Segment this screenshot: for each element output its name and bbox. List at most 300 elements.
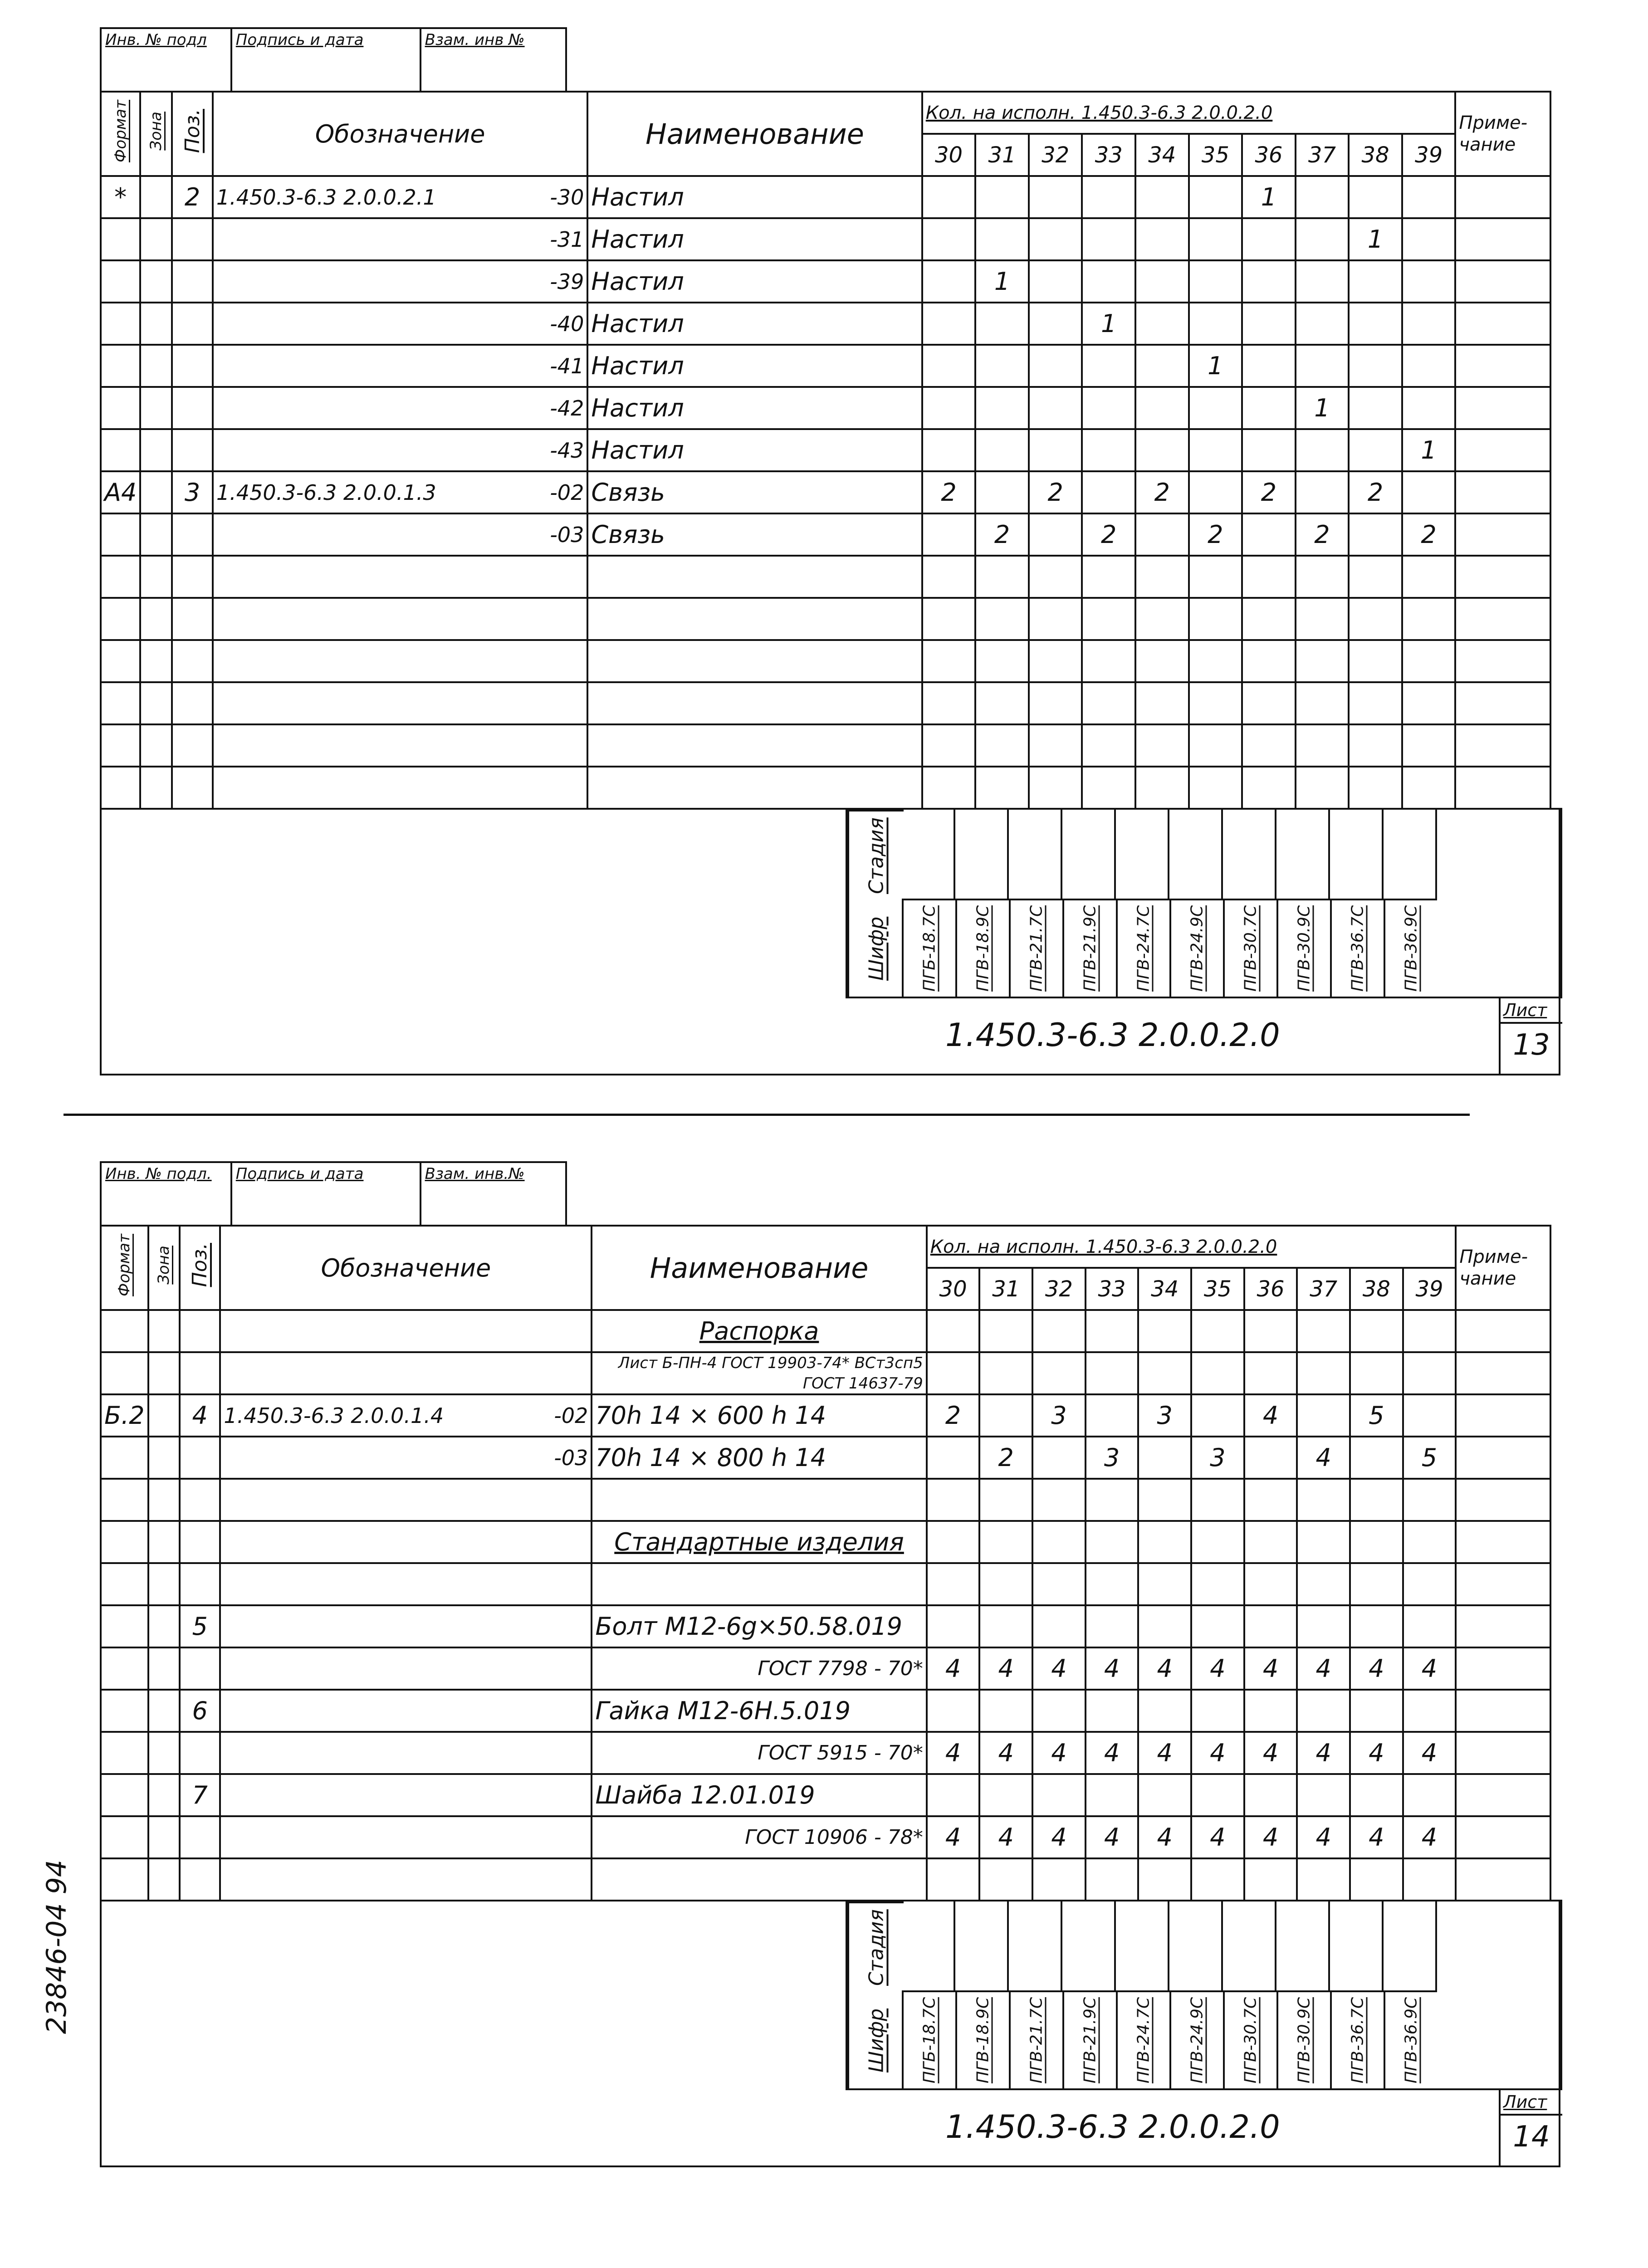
qty-cell: [922, 387, 976, 429]
qty-cell: [1349, 682, 1402, 724]
qty-cell: [1086, 1479, 1139, 1521]
oboznachenie-cell: [213, 176, 587, 218]
oboznachenie-cell: [220, 1521, 592, 1563]
qty-cell: 4: [1244, 1394, 1297, 1437]
qty-cell: [1032, 1563, 1086, 1605]
qty-cell: [1029, 640, 1082, 682]
col-format: Формат: [101, 92, 140, 176]
qty-cell: [927, 1310, 980, 1352]
variant-col: 36: [1244, 1268, 1297, 1310]
naimenovanie-cell: Болт М12-6g×50.58.019: [592, 1605, 926, 1647]
shifr-code: ПГВ-24.9С: [1169, 899, 1223, 998]
table-row: [101, 218, 1550, 260]
oboznachenie-cell: [220, 1605, 592, 1647]
variant-col: 33: [1086, 1268, 1139, 1310]
qty-cell: [975, 303, 1029, 345]
qty-cell: [1403, 1521, 1456, 1563]
suffix-text: -02: [554, 1403, 588, 1428]
table-row: [101, 303, 1550, 345]
qty-cell: [1242, 303, 1296, 345]
shifr-code: ПГВ-18.9С: [955, 1990, 1009, 2090]
oboznachenie-cell: [220, 1479, 592, 1521]
note-cell: [1455, 176, 1550, 218]
naimenovanie-cell: Распорка: [592, 1310, 926, 1352]
spec-table: [100, 1225, 1551, 1901]
oboznachenie-cell: [220, 1858, 592, 1901]
shifr-label: Шифр: [847, 899, 904, 998]
oboznachenie-cell: [213, 767, 587, 809]
stadia-cell: [1384, 810, 1437, 900]
format-cell: [101, 1563, 148, 1605]
col-kol: Кол. на исполн. 1.450.3-6.3 2.0.0.2.0: [927, 1226, 1456, 1268]
variant-col: 31: [975, 134, 1029, 176]
naimenovanie-cell: Шайба 12.01.019: [592, 1774, 926, 1816]
col-primechanie: Приме-чание: [1455, 92, 1550, 176]
shifr-code: ПГВ-30.7С: [1223, 1990, 1276, 2090]
suffix-text: -31: [550, 227, 584, 252]
qty-cell: 2: [922, 471, 976, 513]
sheet-14: [100, 1161, 1551, 2232]
stadia-cell: [1116, 810, 1169, 900]
naimenovanie-cell: Настил: [587, 260, 922, 303]
qty-cell: [1191, 1605, 1244, 1647]
naimenovanie-cell: [592, 1858, 926, 1901]
qty-cell: 3: [1191, 1437, 1244, 1479]
qty-cell: [1403, 1774, 1456, 1816]
qty-cell: [922, 598, 976, 640]
oboznachenie-cell: [213, 724, 587, 767]
poz-cell: [172, 345, 213, 387]
qty-cell: 4: [1138, 1816, 1191, 1858]
vzam-label: Взам. инв.№: [425, 1165, 525, 1183]
qty-cell: [1403, 1310, 1456, 1352]
qty-cell: 4: [1350, 1816, 1403, 1858]
qty-cell: [1029, 345, 1082, 387]
qty-cell: [1189, 218, 1242, 260]
format-cell: [101, 767, 140, 809]
qty-cell: [1244, 1858, 1297, 1901]
qty-cell: [1242, 767, 1296, 809]
zona-cell: [148, 1521, 180, 1563]
qty-cell: [979, 1690, 1032, 1732]
zona-cell: [140, 513, 172, 556]
approval-header: [100, 1161, 567, 1225]
note-cell: [1455, 598, 1550, 640]
qty-cell: [1350, 1352, 1403, 1394]
approval-header: [100, 27, 567, 91]
suffix-text: -42: [550, 396, 584, 420]
qty-cell: [1082, 598, 1135, 640]
format-cell: Б.2: [101, 1394, 148, 1437]
poz-cell: [172, 429, 213, 471]
inv-label: Инв. № подл: [102, 29, 232, 91]
naimenovanie-cell: ГОСТ 7798 - 70*: [592, 1647, 926, 1690]
qty-cell: [1349, 387, 1402, 429]
poz-cell: [180, 1521, 220, 1563]
oboznachenie-cell: [220, 1690, 592, 1732]
qty-cell: 4: [1086, 1647, 1139, 1690]
oboznachenie-cell: [213, 303, 587, 345]
format-cell: [101, 429, 140, 471]
qty-cell: [1349, 724, 1402, 767]
qty-cell: [927, 1774, 980, 1816]
qty-cell: [975, 767, 1029, 809]
qty-cell: [1189, 724, 1242, 767]
note-cell: [1456, 1732, 1550, 1774]
note-cell: [1455, 303, 1550, 345]
qty-cell: [975, 556, 1029, 598]
note-cell: [1456, 1816, 1550, 1858]
table-row: [101, 1647, 1550, 1690]
qty-cell: [1297, 1310, 1350, 1352]
qty-cell: [1296, 218, 1349, 260]
col-oboznachenie: Обозначение: [220, 1226, 592, 1310]
naimenovanie-cell: Настил: [587, 429, 922, 471]
note-cell: [1456, 1858, 1550, 1901]
table-row: [101, 1437, 1550, 1479]
stadia-cell: [1062, 1901, 1116, 1992]
table-row: [101, 260, 1550, 303]
poz-cell: [180, 1437, 220, 1479]
qty-cell: [1242, 429, 1296, 471]
poz-cell: 7: [180, 1774, 220, 1816]
qty-cell: 1: [1189, 345, 1242, 387]
oboznachenie-cell: [220, 1437, 592, 1479]
format-cell: [101, 1605, 148, 1647]
zona-cell: [148, 1563, 180, 1605]
oboznachenie-cell: [220, 1352, 592, 1394]
variant-col: 38: [1349, 134, 1402, 176]
sheet-divider: [64, 1114, 1470, 1116]
qty-cell: [1296, 345, 1349, 387]
qty-cell: [1082, 345, 1135, 387]
qty-cell: 2: [1296, 513, 1349, 556]
poz-cell: [180, 1352, 220, 1394]
stadia-cell: [1009, 810, 1062, 900]
qty-cell: [1350, 1774, 1403, 1816]
zona-cell: [148, 1605, 180, 1647]
qty-cell: [1138, 1479, 1191, 1521]
stadia-cell: [1223, 810, 1276, 900]
format-cell: [101, 724, 140, 767]
shifr-code: ПГВ-30.9С: [1276, 899, 1330, 998]
suffix-text: -03: [554, 1445, 588, 1470]
qty-cell: [927, 1605, 980, 1647]
variant-col: 32: [1032, 1268, 1086, 1310]
qty-cell: 2: [975, 513, 1029, 556]
suffix-text: -41: [550, 353, 584, 378]
qty-cell: 1: [1082, 303, 1135, 345]
qty-cell: [1402, 640, 1456, 682]
qty-cell: [1135, 513, 1189, 556]
format-cell: [101, 1352, 148, 1394]
variant-col: 30: [927, 1268, 980, 1310]
qty-cell: 2: [1402, 513, 1456, 556]
zona-cell: [140, 640, 172, 682]
qty-cell: [1032, 1521, 1086, 1563]
qty-cell: [979, 1521, 1032, 1563]
naimenovanie-cell: [592, 1563, 926, 1605]
qty-cell: [922, 724, 976, 767]
sheet-13: [100, 27, 1551, 1093]
oboznachenie-cell: [220, 1394, 592, 1437]
suffix-text: -39: [550, 269, 584, 294]
col-naimenovanie: Наименование: [592, 1226, 926, 1310]
oboznachenie-cell: [220, 1816, 592, 1858]
qty-cell: 1: [1349, 218, 1402, 260]
qty-cell: [1191, 1479, 1244, 1521]
format-cell: [101, 1690, 148, 1732]
qty-cell: 4: [1403, 1647, 1456, 1690]
qty-cell: [1135, 598, 1189, 640]
table-row: [101, 387, 1550, 429]
qty-cell: [1349, 513, 1402, 556]
variant-col: 37: [1297, 1268, 1350, 1310]
shifr-code: ПГВ-18.9С: [955, 899, 1009, 998]
naimenovanie-cell: [587, 598, 922, 640]
qty-cell: [1086, 1563, 1139, 1605]
qty-cell: 1: [1296, 387, 1349, 429]
qty-cell: 2: [1349, 471, 1402, 513]
zona-cell: [148, 1394, 180, 1437]
qty-cell: [1082, 176, 1135, 218]
qty-cell: [1296, 724, 1349, 767]
note-cell: [1455, 260, 1550, 303]
qty-cell: [1349, 640, 1402, 682]
qty-cell: [1191, 1774, 1244, 1816]
table-row: [101, 1479, 1550, 1521]
note-cell: [1455, 556, 1550, 598]
naimenovanie-cell: Стандартные изделия: [592, 1521, 926, 1563]
note-cell: [1456, 1605, 1550, 1647]
qty-cell: 4: [1032, 1647, 1086, 1690]
table-row: [101, 1563, 1550, 1605]
suffix-text: -02: [550, 480, 584, 505]
sheet-label: Лист: [1501, 998, 1562, 1024]
variant-col: 30: [922, 134, 976, 176]
naimenovanie-cell: [587, 724, 922, 767]
qty-cell: [1189, 303, 1242, 345]
poz-cell: [172, 303, 213, 345]
format-cell: [101, 1816, 148, 1858]
zona-cell: [140, 176, 172, 218]
col-oboznachenie: Обозначение: [213, 92, 587, 176]
qty-cell: [975, 387, 1029, 429]
qty-cell: 4: [1086, 1816, 1139, 1858]
qty-cell: 3: [1138, 1394, 1191, 1437]
qty-cell: [975, 429, 1029, 471]
qty-cell: [1189, 176, 1242, 218]
oboznachenie-cell: [220, 1310, 592, 1352]
qty-cell: [979, 1563, 1032, 1605]
note-cell: [1456, 1647, 1550, 1690]
qty-cell: [927, 1563, 980, 1605]
format-cell: [101, 1732, 148, 1774]
note-cell: [1456, 1394, 1550, 1437]
oboznachenie-cell: [213, 513, 587, 556]
table-row: [101, 724, 1550, 767]
qty-cell: [975, 471, 1029, 513]
qty-cell: [1191, 1563, 1244, 1605]
qty-cell: [1297, 1394, 1350, 1437]
variant-col: 39: [1403, 1268, 1456, 1310]
naimenovanie-cell: [587, 767, 922, 809]
stadia-cell: [1223, 1901, 1276, 1992]
table-row: [101, 598, 1550, 640]
qty-cell: 4: [979, 1647, 1032, 1690]
qty-cell: [1135, 303, 1189, 345]
poz-cell: [172, 767, 213, 809]
qty-cell: [1403, 1394, 1456, 1437]
qty-cell: [1082, 556, 1135, 598]
qty-cell: [1135, 260, 1189, 303]
suffix-text: -40: [550, 311, 584, 336]
oboznachenie-cell: [213, 345, 587, 387]
stadia-cell: [955, 810, 1009, 900]
table-row: [101, 1690, 1550, 1732]
qty-cell: [1082, 640, 1135, 682]
table-row: [101, 345, 1550, 387]
qty-cell: [1029, 176, 1082, 218]
naimenovanie-cell: [587, 682, 922, 724]
qty-cell: [1296, 556, 1349, 598]
stadia-cell: [955, 1901, 1009, 1992]
qty-cell: [1349, 176, 1402, 218]
format-cell: [101, 1774, 148, 1816]
zona-cell: [140, 471, 172, 513]
table-row: [101, 1605, 1550, 1647]
shifr-code: ПГВ-36.9С: [1384, 899, 1437, 998]
col-poz: Поз.: [180, 1226, 220, 1310]
qty-cell: [1135, 429, 1189, 471]
qty-cell: [1032, 1310, 1086, 1352]
variant-col: 39: [1402, 134, 1456, 176]
variant-col: 37: [1296, 134, 1349, 176]
oboznachenie-cell: [213, 598, 587, 640]
poz-cell: [172, 218, 213, 260]
qty-cell: 4: [1138, 1732, 1191, 1774]
suffix-text: -30: [550, 185, 584, 210]
qty-cell: [1402, 218, 1456, 260]
qty-cell: [1244, 1774, 1297, 1816]
shifr-code: ПГВ-24.9С: [1169, 1990, 1223, 2090]
naimenovanie-cell: Настил: [587, 345, 922, 387]
qty-cell: [1297, 1352, 1350, 1394]
zona-cell: [140, 598, 172, 640]
qty-cell: [922, 682, 976, 724]
qty-cell: [1032, 1352, 1086, 1394]
qty-cell: [1029, 260, 1082, 303]
qty-cell: [1082, 260, 1135, 303]
qty-cell: [1135, 724, 1189, 767]
naimenovanie-cell: Гайка М12-6Н.5.019: [592, 1690, 926, 1732]
qty-cell: [1296, 176, 1349, 218]
shifr-code: ПГВ-30.7С: [1223, 899, 1276, 998]
qty-cell: 3: [1032, 1394, 1086, 1437]
format-cell: [101, 640, 140, 682]
qty-cell: [1349, 556, 1402, 598]
stadia-cell: [1276, 1901, 1330, 1992]
sheet-label: Лист: [1501, 2090, 1562, 2116]
note-cell: [1456, 1352, 1550, 1394]
qty-cell: [1244, 1690, 1297, 1732]
table-row: [101, 471, 1550, 513]
qty-cell: 2: [1029, 471, 1082, 513]
variant-col: 38: [1350, 1268, 1403, 1310]
oboznachenie-cell: [213, 260, 587, 303]
shifr-code: ПГВ-24.7С: [1116, 1990, 1169, 2090]
qty-cell: [1349, 260, 1402, 303]
qty-cell: [1242, 682, 1296, 724]
qty-cell: [1244, 1563, 1297, 1605]
qty-cell: [1402, 682, 1456, 724]
oboznachenie-cell: [220, 1647, 592, 1690]
poz-cell: [180, 1479, 220, 1521]
naimenovanie-cell: Настил: [587, 303, 922, 345]
qty-cell: [1029, 767, 1082, 809]
col-kol: Кол. на исполн. 1.450.3-6.3 2.0.0.2.0: [922, 92, 1456, 134]
table-row: [101, 1394, 1550, 1437]
qty-cell: [1350, 1310, 1403, 1352]
qty-cell: [922, 767, 976, 809]
oboznachenie-cell: [213, 218, 587, 260]
format-cell: А4: [101, 471, 140, 513]
qty-cell: [1297, 1563, 1350, 1605]
poz-cell: [172, 640, 213, 682]
qty-cell: [975, 598, 1029, 640]
zona-cell: [140, 724, 172, 767]
qty-cell: [979, 1394, 1032, 1437]
variant-col: 35: [1189, 134, 1242, 176]
qty-cell: [1138, 1521, 1191, 1563]
qty-cell: [1191, 1690, 1244, 1732]
document-number: 1.450.3-6.3 2.0.0.2.0: [945, 1017, 1280, 1054]
oboznachenie-cell: [220, 1774, 592, 1816]
zona-cell: [148, 1479, 180, 1521]
zona-cell: [148, 1310, 180, 1352]
zona-cell: [140, 218, 172, 260]
qty-cell: [1138, 1563, 1191, 1605]
qty-cell: [1138, 1310, 1191, 1352]
variant-col: 36: [1242, 134, 1296, 176]
zona-cell: [140, 260, 172, 303]
qty-cell: [1086, 1394, 1139, 1437]
poz-cell: [172, 513, 213, 556]
poz-cell: 4: [180, 1394, 220, 1437]
qty-cell: [1032, 1858, 1086, 1901]
poz-cell: 3: [172, 471, 213, 513]
qty-cell: [1242, 218, 1296, 260]
poz-cell: 6: [180, 1690, 220, 1732]
table-row: [101, 1732, 1550, 1774]
qty-cell: [1244, 1479, 1297, 1521]
qty-cell: [1349, 598, 1402, 640]
qty-cell: 4: [1191, 1732, 1244, 1774]
zona-cell: [148, 1647, 180, 1690]
note-cell: [1455, 682, 1550, 724]
qty-cell: [1350, 1858, 1403, 1901]
qty-cell: [1135, 767, 1189, 809]
stadia-cell: [902, 1901, 955, 1992]
qty-cell: [1135, 640, 1189, 682]
qty-cell: [1082, 682, 1135, 724]
naimenovanie-cell: [592, 1479, 926, 1521]
qty-cell: [1189, 471, 1242, 513]
table-row: [101, 1858, 1550, 1901]
qty-cell: [1349, 345, 1402, 387]
naimenovanie-cell: [587, 556, 922, 598]
qty-cell: [1029, 429, 1082, 471]
